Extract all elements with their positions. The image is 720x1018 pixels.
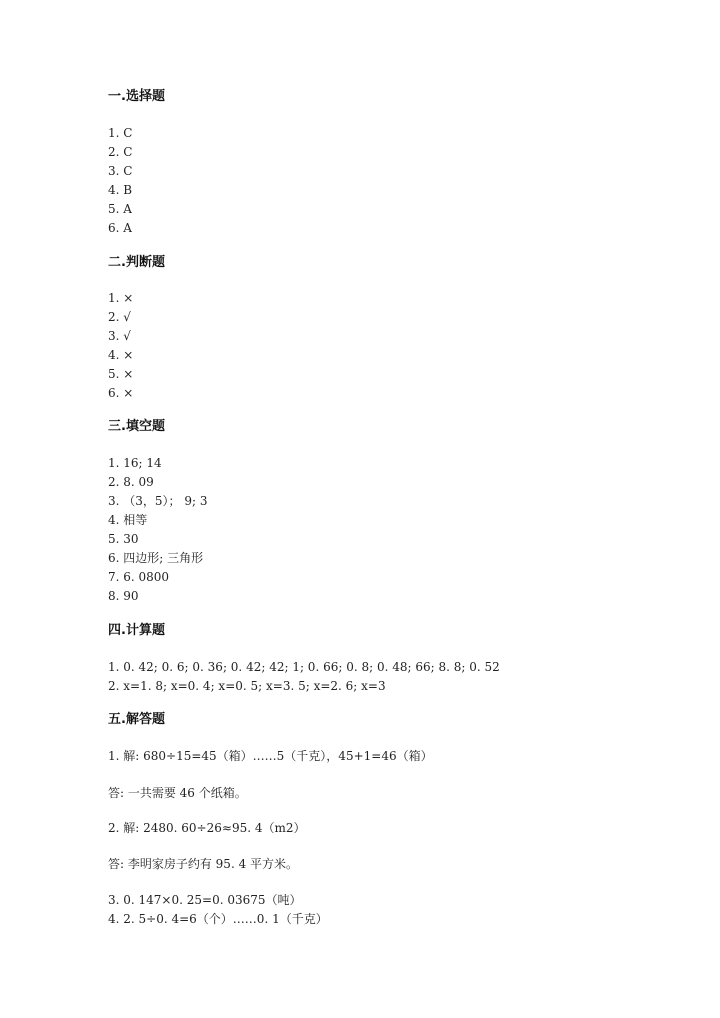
- answer-line: 1. 解: 680÷15=45（箱）……5（千克），45+1=46（箱）: [108, 749, 433, 763]
- answer-line: 答: 一共需要 46 个纸箱。: [108, 786, 247, 800]
- answer-line: 2. x=1. 8; x=0. 4; x=0. 5; x=3. 5; x=2. 6; x=3: [108, 679, 386, 693]
- answer-line: 4. ×: [108, 348, 134, 362]
- answer-line: 6. ×: [108, 386, 134, 400]
- answer-line: 1. 16; 14: [108, 456, 162, 470]
- answer-line: 3. C: [108, 164, 133, 178]
- answer-line: 6. 四边形; 三角形: [108, 551, 204, 565]
- answer-line: 1. C: [108, 126, 133, 140]
- answer-line: 2. 解: 2480. 60÷26≈95. 4（m2）: [108, 821, 306, 835]
- answer-line: 答: 李明家房子约有 95. 4 平方米。: [108, 857, 299, 871]
- answer-line: 3. 0. 147×0. 25=0. 03675（吨）: [108, 893, 302, 907]
- answer-line: 5. A: [108, 202, 132, 216]
- section-title-true-false: 二.判断题: [108, 255, 165, 270]
- answer-line: 3. √: [108, 329, 131, 343]
- answer-line: 2. C: [108, 145, 133, 159]
- answer-line: 4. B: [108, 183, 133, 197]
- section-title-multiple-choice: 一.选择题: [108, 89, 165, 104]
- section-title-word-problems: 五.解答题: [108, 712, 165, 727]
- answer-line: 1. 0. 42; 0. 6; 0. 36; 0. 42; 42; 1; 0. 66; 0. 8; 0. 48; 66; 8. 8; 0. 52: [108, 660, 500, 674]
- answer-line: 5. 30: [108, 532, 139, 546]
- answer-line: 7. 6. 0800: [108, 570, 170, 584]
- answer-line: 3. （3，5）； 9; 3: [108, 494, 208, 508]
- section-title-calculation: 四.计算题: [108, 623, 165, 638]
- section-title-fill-in-blank: 三.填空题: [108, 419, 165, 434]
- answer-line: 4. 2. 5÷0. 4=6（个）……0. 1（千克）: [108, 912, 328, 926]
- answer-line: 5. ×: [108, 367, 134, 381]
- answer-line: 2. √: [108, 310, 131, 324]
- answer-line: 4. 相等: [108, 513, 148, 527]
- answer-line: 6. A: [108, 221, 132, 235]
- answer-line: 1. ×: [108, 291, 134, 305]
- answer-line: 8. 90: [108, 589, 139, 603]
- answer-line: 2. 8. 09: [108, 475, 154, 489]
